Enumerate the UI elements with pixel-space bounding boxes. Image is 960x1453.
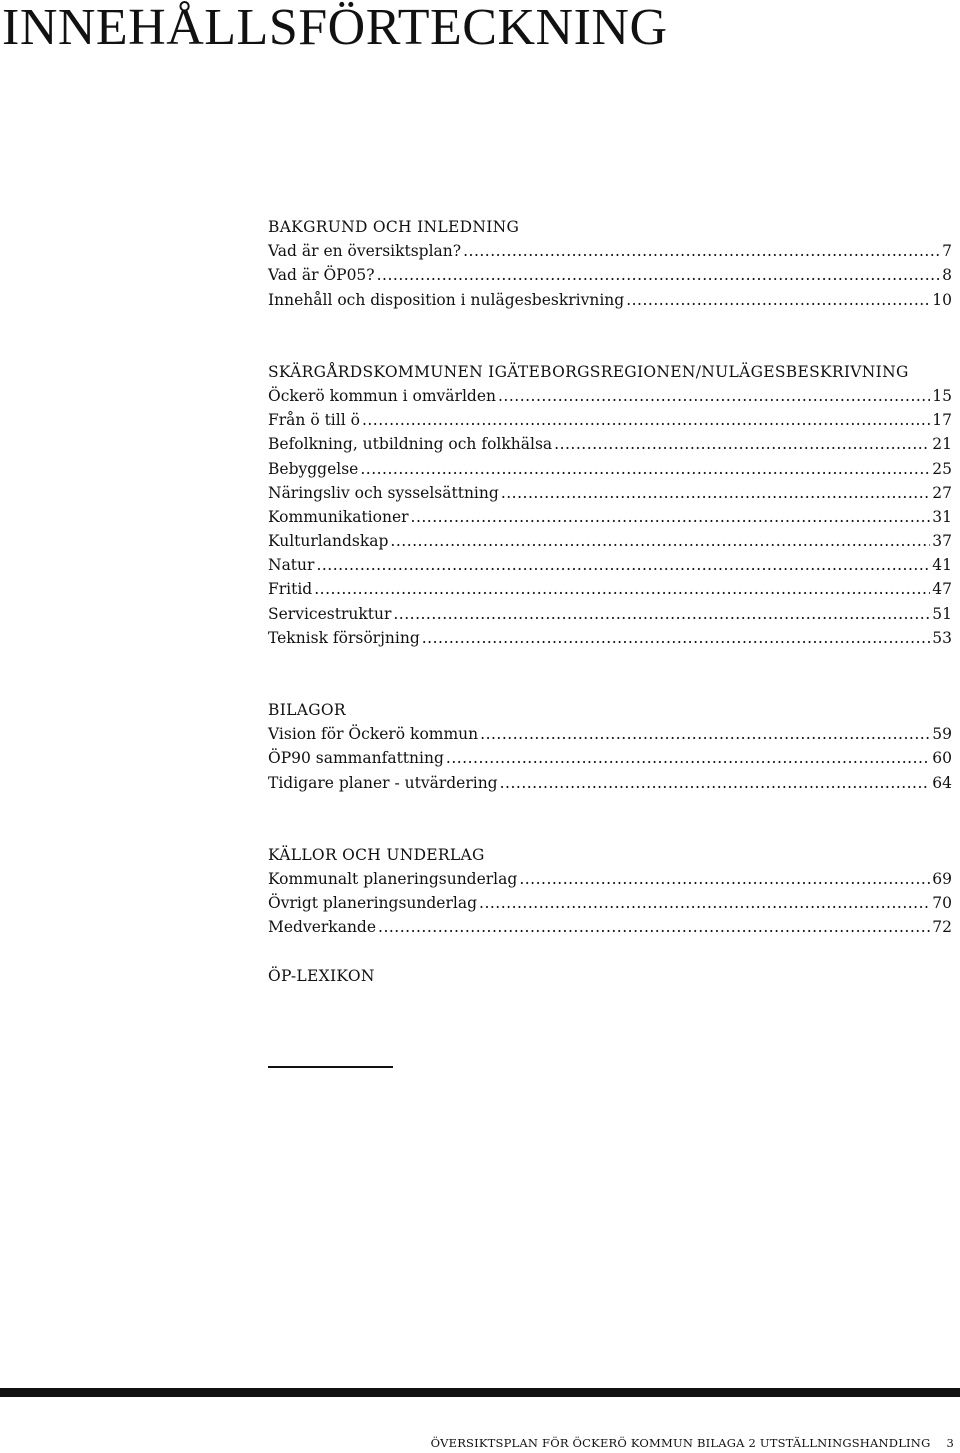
dot-leader bbox=[463, 239, 940, 263]
entry-page: 25 bbox=[932, 459, 952, 478]
entry-page: 8 bbox=[942, 266, 952, 285]
table-of-contents bbox=[268, 215, 952, 988]
toc-entry[interactable] bbox=[268, 481, 952, 505]
dot-leader bbox=[316, 553, 930, 577]
entry-page: 59 bbox=[932, 725, 952, 744]
entry-page: 51 bbox=[932, 604, 952, 623]
dot-leader bbox=[626, 288, 930, 312]
section-heading: ÖP-LEXIKON bbox=[268, 966, 375, 985]
section-heading: KÄLLOR OCH UNDERLAG bbox=[268, 845, 485, 864]
entry-page: 21 bbox=[932, 435, 952, 454]
page-title: INNEHÅLLSFÖRTECKNING bbox=[2, 0, 668, 56]
dot-leader bbox=[314, 577, 930, 601]
entry-label: Kommunikationer bbox=[268, 507, 409, 526]
entry-page: 15 bbox=[932, 386, 952, 405]
entry-page: 37 bbox=[932, 532, 952, 551]
footer-bar bbox=[0, 1388, 960, 1397]
dot-leader bbox=[554, 432, 930, 456]
short-divider bbox=[268, 1066, 393, 1068]
dot-leader bbox=[378, 915, 930, 939]
dot-leader bbox=[479, 891, 930, 915]
toc-entry[interactable] bbox=[268, 577, 952, 601]
entry-label: Vad är en översiktsplan? bbox=[268, 242, 462, 261]
entry-page: 70 bbox=[932, 894, 952, 913]
toc-entry[interactable] bbox=[268, 288, 952, 312]
entry-page: 53 bbox=[932, 628, 952, 647]
toc-entry[interactable] bbox=[268, 771, 952, 795]
entry-label: Näringsliv och sysselsättning bbox=[268, 483, 499, 502]
toc-section-kallor bbox=[268, 843, 952, 940]
section-spacer bbox=[268, 940, 952, 964]
entry-page: 60 bbox=[932, 749, 952, 768]
entry-label: Öckerö kommun i omvärlden bbox=[268, 386, 496, 405]
entry-label: Innehåll och disposition i nulägesbeskrivning bbox=[268, 290, 625, 309]
entry-page: 69 bbox=[932, 869, 952, 888]
section-spacer bbox=[268, 795, 952, 843]
footer-text: ÖVERSIKTSPLAN FÖR ÖCKERÖ KOMMUN BILAGA 2 UTSTÄLLNINGSHANDLING bbox=[430, 1436, 931, 1450]
dot-leader bbox=[422, 626, 931, 650]
entry-label: Kommunalt planeringsunderlag bbox=[268, 869, 518, 888]
entry-page: 27 bbox=[932, 483, 952, 502]
toc-section-bilagor bbox=[268, 698, 952, 795]
section-heading: BILAGOR bbox=[268, 701, 346, 719]
toc-section-lexikon bbox=[268, 964, 952, 988]
section-heading: SKÄRGÅRDSKOMMUNEN IGÄTEBORGSREGIONEN/NULÄGESBESKRIVNING bbox=[268, 362, 909, 381]
toc-section-bakgrund bbox=[268, 215, 952, 312]
toc-entry[interactable] bbox=[268, 384, 952, 408]
section-spacer bbox=[268, 650, 952, 698]
entry-label: Bebyggelse bbox=[268, 459, 359, 478]
entry-label: Befolkning, utbildning och folkhälsa bbox=[268, 435, 553, 454]
toc-entry[interactable] bbox=[268, 626, 952, 650]
entry-label: Vision för Öckerö kommun bbox=[268, 725, 479, 744]
toc-entry[interactable] bbox=[268, 553, 952, 577]
entry-page: 31 bbox=[932, 507, 952, 526]
toc-entry[interactable] bbox=[268, 915, 952, 939]
entry-page: 64 bbox=[932, 773, 952, 792]
entry-label: Teknisk försörjning bbox=[268, 628, 420, 647]
toc-entry[interactable] bbox=[268, 432, 952, 456]
dot-leader bbox=[501, 481, 930, 505]
dot-leader bbox=[480, 722, 930, 746]
section-spacer bbox=[268, 312, 952, 360]
toc-entry[interactable] bbox=[268, 746, 952, 770]
entry-label: Tidigare planer - utvärdering bbox=[268, 773, 498, 792]
dot-leader bbox=[500, 771, 931, 795]
section-heading: BAKGRUND OCH INLEDNING bbox=[268, 218, 520, 236]
toc-entry[interactable] bbox=[268, 457, 952, 481]
page-footer bbox=[431, 1436, 954, 1450]
dot-leader bbox=[362, 408, 930, 432]
dot-leader bbox=[519, 867, 930, 891]
entry-page: 10 bbox=[932, 290, 952, 309]
entry-label: Från ö till ö bbox=[268, 411, 360, 430]
entry-label: Servicestruktur bbox=[268, 604, 392, 623]
entry-page: 17 bbox=[932, 411, 952, 430]
entry-label: Vad är ÖP05? bbox=[268, 266, 375, 285]
entry-label: Fritid bbox=[268, 580, 313, 599]
toc-entry[interactable] bbox=[268, 239, 952, 263]
entry-page: 72 bbox=[932, 918, 952, 937]
toc-entry[interactable] bbox=[268, 867, 952, 891]
toc-entry[interactable] bbox=[268, 602, 952, 626]
entry-label: ÖP90 sammanfattning bbox=[268, 749, 444, 768]
entry-label: Medverkande bbox=[268, 918, 377, 937]
toc-entry[interactable] bbox=[268, 529, 952, 553]
toc-entry[interactable] bbox=[268, 408, 952, 432]
toc-entry[interactable] bbox=[268, 722, 952, 746]
toc-entry[interactable] bbox=[268, 263, 952, 287]
dot-leader bbox=[390, 529, 930, 553]
toc-section-skargardskommunen bbox=[268, 360, 952, 650]
dot-leader bbox=[360, 457, 930, 481]
dot-leader bbox=[446, 746, 930, 770]
entry-label: Övrigt planeringsunderlag bbox=[268, 894, 478, 913]
dot-leader bbox=[377, 263, 941, 287]
entry-label: Natur bbox=[268, 556, 315, 575]
entry-page: 47 bbox=[932, 580, 952, 599]
toc-entry[interactable] bbox=[268, 505, 952, 529]
entry-page: 41 bbox=[932, 556, 952, 575]
dot-leader bbox=[498, 384, 930, 408]
toc-entry[interactable] bbox=[268, 891, 952, 915]
dot-leader bbox=[411, 505, 931, 529]
entry-label: Kulturlandskap bbox=[268, 532, 389, 551]
page-number: 3 bbox=[946, 1436, 954, 1450]
entry-page: 7 bbox=[942, 242, 952, 261]
dot-leader bbox=[393, 602, 930, 626]
